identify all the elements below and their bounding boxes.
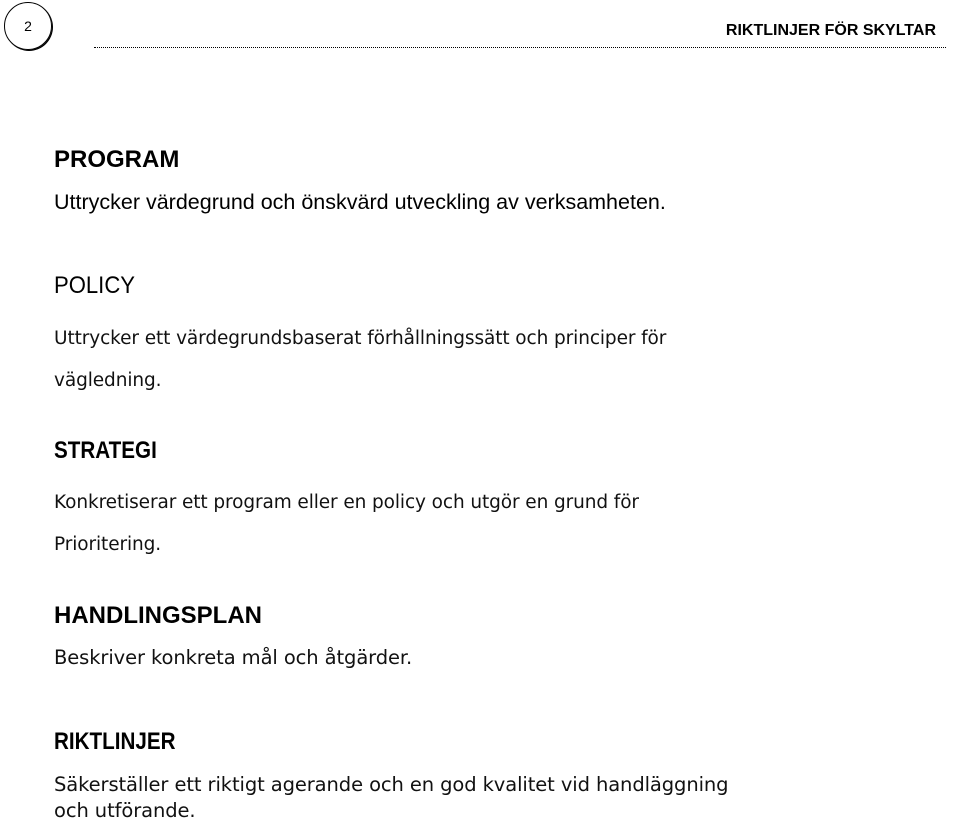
- section-text: [54, 772, 934, 824]
- section-heading: POLICY: [54, 272, 135, 299]
- section-policy: [54, 272, 934, 402]
- section-text-line: och utförande.: [54, 799, 196, 822]
- section-text: [54, 482, 934, 566]
- section-text-line: vägledning.: [54, 370, 162, 391]
- section-program: [54, 146, 934, 214]
- section-riktlinjer: [54, 728, 934, 824]
- document-header-title: RIKTLINJER FÖR SKYLTAR: [725, 22, 936, 39]
- page-number-badge: [4, 2, 52, 50]
- section-heading: STRATEGI: [54, 437, 157, 464]
- section-heading: PROGRAM: [54, 146, 180, 173]
- header-divider: [94, 47, 946, 48]
- section-heading: RIKTLINJER: [54, 728, 176, 755]
- section-text-line: Prioritering.: [54, 534, 162, 555]
- section-text-line: Säkerställer ett riktigt agerande och en god kvalitet vid handläggning: [54, 773, 729, 796]
- section-text: Beskriver konkreta mål och åtgärder.: [54, 646, 413, 669]
- section-strategi: [54, 437, 934, 566]
- section-text-line: Uttrycker ett värdegrundsbaserat förhållningssätt och principer för: [54, 328, 667, 349]
- section-text-line: Konkretiserar ett program eller en policy och utgör en grund för: [54, 492, 639, 513]
- section-heading: HANDLINGSPLAN: [54, 602, 262, 629]
- page-number: 2: [24, 18, 32, 34]
- section-text: Uttrycker värdegrund och önskvärd utveckling av verksamheten.: [54, 190, 666, 214]
- section-text: [54, 318, 934, 402]
- section-handlingsplan: [54, 602, 934, 670]
